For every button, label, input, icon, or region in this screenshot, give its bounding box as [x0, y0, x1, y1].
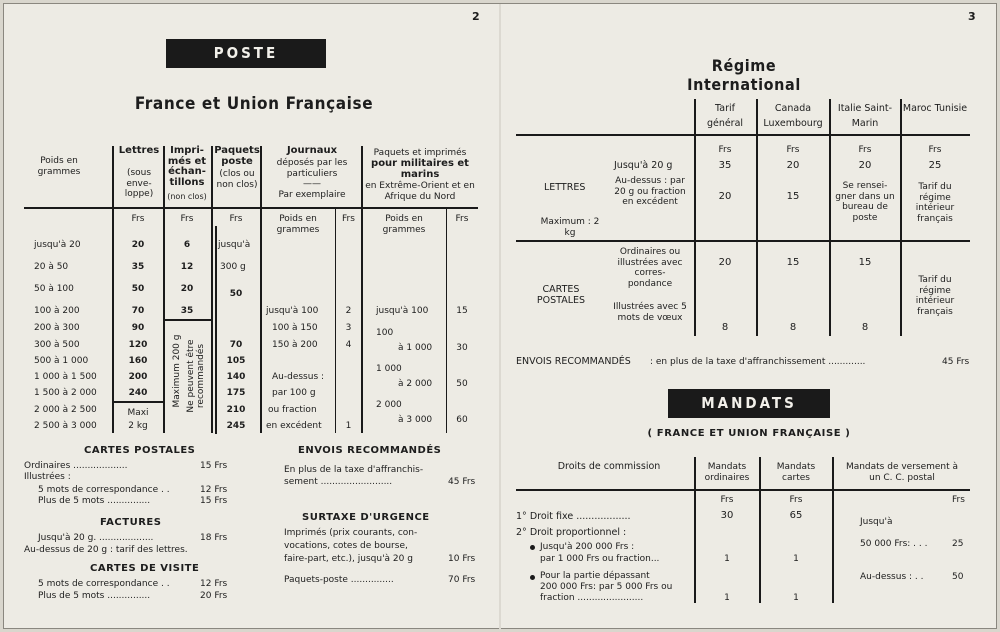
- factures-l1-val: 18 Frs: [200, 533, 228, 543]
- weight-row: 300 à 500: [34, 340, 80, 350]
- intl-unit: Frs: [928, 145, 942, 155]
- header-journaux-dash: ——: [303, 179, 321, 189]
- rule-lettres-break: [113, 401, 163, 403]
- intl-unit: Frs: [858, 145, 872, 155]
- paquets-value: 245: [226, 421, 246, 431]
- intl-cartes-illustrees: Illustrées avec 5 mots de vœux: [613, 302, 687, 323]
- cv-l2: Plus de 5 mots ...............: [38, 591, 151, 601]
- unit-lettres: Frs: [131, 214, 145, 224]
- weight-row: 50 à 100: [34, 284, 74, 294]
- journaux-weight: ou fraction: [268, 405, 317, 415]
- intl-lettres-label: LETTRES: [544, 182, 586, 193]
- er-text1: En plus de la taxe d'affranchis-: [284, 465, 424, 475]
- lettres-max-value: 2 kg: [128, 421, 148, 431]
- header-paquets-sub: (clos ou non clos): [216, 169, 258, 190]
- mandats-subtitle: ( FRANCE ET UNION FRANÇAISE ): [647, 428, 851, 439]
- cp-five-val: 12 Frs: [200, 485, 228, 495]
- weight-row: 200 à 300: [34, 323, 80, 333]
- bullet-icon: [530, 545, 535, 550]
- weight-row: 2 000 à 2 500: [34, 405, 97, 415]
- intl-cartes-val: 15: [786, 257, 800, 268]
- intl-lettres-val: 20: [786, 160, 800, 171]
- journaux-frs: 2: [345, 306, 352, 316]
- page-number-left: 2: [472, 10, 480, 23]
- header-lettres: Lettres: [118, 145, 160, 156]
- mandats-cc-jusqua: Jusqu'à: [860, 517, 893, 527]
- mandats-cc-audessus-val: 50: [952, 572, 964, 582]
- intl-unit: Frs: [718, 145, 732, 155]
- paquets-value: 140: [226, 372, 246, 382]
- mandats-rule-v2: [759, 457, 761, 603]
- intl-cartes-val: 15: [858, 257, 872, 268]
- militaires-frs: 15: [456, 306, 468, 316]
- journaux-frs: 1: [345, 421, 352, 431]
- lettres-value: 200: [128, 372, 148, 382]
- intl-maroc-note: Tarif du régime intérieur français: [915, 182, 955, 224]
- journaux-weight: Au-dessus :: [272, 372, 325, 382]
- cv-l1: 5 mots de correspondance . .: [38, 579, 170, 589]
- unit-imprimes: Frs: [180, 214, 194, 224]
- mandats-droit-fixe-val: 65: [789, 510, 803, 521]
- lettres-value: 240: [128, 388, 148, 398]
- imprimes-max-note: Maximum 200 g: [172, 334, 182, 408]
- intl-lettres-max: Maximum : 2 kg: [540, 217, 600, 238]
- mandats-prop2b: 200 000 Frs: par 5 000 Frs ou: [540, 582, 673, 592]
- militaires-weight: à 3 000: [398, 415, 433, 425]
- surtaxe-l2: vocations, cotes de bourse,: [284, 541, 408, 551]
- intl-cartes-ordinaires: Ordinaires ou illustrées avec corres- pondance: [617, 247, 683, 289]
- militaires-weight: 2 000: [376, 400, 402, 410]
- journaux-weight: 150 à 200: [272, 340, 318, 350]
- imprimes-recommandes-note: Ne peuvent être recommandés: [186, 339, 206, 413]
- cp-more-words: Plus de 5 mots ...............: [38, 496, 151, 506]
- journaux-weight: par 100 g: [272, 388, 316, 398]
- imprimes-value: 12: [180, 262, 194, 272]
- cartes-postales-title: CARTES POSTALES: [84, 445, 196, 456]
- paquets-value: 105: [226, 356, 246, 366]
- lettres-value: 50: [131, 284, 145, 294]
- cp-five-words: 5 mots de correspondance . .: [38, 485, 170, 495]
- header-journaux-exemplaire: Par exemplaire: [278, 190, 346, 200]
- rule-paquets-inner: [215, 226, 217, 434]
- mandats-header: Mandats cartes: [776, 462, 816, 483]
- page-fold: [499, 4, 501, 630]
- header-journaux: Journaux: [286, 145, 338, 156]
- journaux-frs: 3: [345, 323, 352, 333]
- intl-cartes-val2: 8: [861, 322, 869, 333]
- rule-imprimes-break: [163, 319, 213, 321]
- militaires-frs: 50: [456, 379, 468, 389]
- intl-cartes-label: CARTES POSTALES: [536, 284, 586, 306]
- intl-header: Italie Saint-Marin: [837, 103, 893, 129]
- lettres-value: 160: [128, 356, 148, 366]
- intl-recommandes-label: ENVOIS RECOMMANDÉS: [516, 356, 631, 367]
- mandats-prop1: Jusqu'à 200 000 Frs :: [540, 542, 635, 552]
- intl-unit: Frs: [786, 145, 800, 155]
- mandats-unit: Frs: [720, 495, 734, 505]
- mandats-droit-prop: 2° Droit proportionnel :: [516, 527, 627, 538]
- intl-lettres-val2: 15: [786, 191, 800, 202]
- page-title-international: Régime International: [687, 56, 801, 94]
- militaires-weight: 1 000: [376, 364, 402, 374]
- journaux-weight: en excédent: [266, 421, 322, 431]
- intl-header: Maroc Tunisie: [902, 103, 968, 114]
- paquets-label: jusqu'à: [218, 240, 251, 250]
- header-poids: Poids en grammes: [37, 156, 81, 177]
- intl-header: Canada Luxembourg: [763, 103, 823, 129]
- surtaxe-l3-val: 10 Frs: [448, 554, 476, 564]
- header-imprimes-sub: (non clos): [167, 192, 207, 201]
- mandats-droit-fixe-val: 30: [720, 510, 734, 521]
- paquets-value: 210: [226, 405, 246, 415]
- header-paquets: Paquets poste: [214, 145, 260, 167]
- mandats-rule-v3: [832, 457, 834, 603]
- journaux-weight: 100 à 150: [272, 323, 318, 333]
- unit-militaires-frs: Frs: [455, 214, 469, 224]
- lettres-value: 20: [131, 240, 145, 250]
- rule-v4: [260, 146, 262, 433]
- header-lettres-sub: (sous enve- loppe): [124, 168, 154, 199]
- mandats-cc-50000-val: 25: [952, 539, 964, 549]
- mandats-header: Droits de commission: [557, 461, 661, 472]
- factures-l1: Jusqu'à 20 g. ...................: [38, 533, 154, 543]
- journaux-frs: 4: [345, 340, 352, 350]
- lettres-value: 120: [128, 340, 148, 350]
- mandats-rule-v1: [694, 457, 696, 603]
- weight-row: 1 000 à 1 500: [34, 372, 97, 382]
- mandats-droit-fixe: 1° Droit fixe ..................: [516, 511, 631, 522]
- header-militaires-l2: pour militaires et marins: [371, 158, 469, 180]
- surtaxe-l1: Imprimés (prix courants, con-: [284, 528, 418, 538]
- header-militaires-l1: Paquets et imprimés: [373, 148, 467, 158]
- militaires-weight: jusqu'à 100: [376, 306, 429, 316]
- weight-row: 20 à 50: [34, 262, 69, 272]
- militaires-weight: 100: [376, 328, 394, 338]
- factures-title: FACTURES: [100, 517, 162, 528]
- intl-lettres-jusqua: Jusqu'à 20 g: [614, 160, 673, 171]
- rule-v5: [335, 209, 336, 433]
- surtaxe-l4-val: 70 Frs: [448, 575, 476, 585]
- er-text2: sement .........................: [284, 477, 393, 487]
- intl-header: Tarif général: [706, 103, 744, 129]
- mandats-prop1-val: 1: [724, 554, 730, 564]
- surtaxe-title: SURTAXE D'URGENCE: [302, 512, 430, 523]
- mandats-header: Mandats de versement à un C. C. postal: [845, 462, 959, 483]
- mandats-rule-header: [516, 489, 970, 491]
- page-number-right: 3: [968, 10, 976, 23]
- intl-rule-header: [516, 134, 970, 136]
- cp-more-val: 15 Frs: [200, 496, 228, 506]
- intl-lettres-val: 35: [718, 160, 732, 171]
- paquets-value: 70: [229, 340, 243, 350]
- cp-ordinaires: Ordinaires ...................: [24, 461, 128, 471]
- paquets-value: 175: [226, 388, 246, 398]
- rule-v6: [361, 146, 363, 433]
- intl-lettres-val: 20: [858, 160, 872, 171]
- mandats-prop2c: fraction .......................: [540, 593, 644, 603]
- header-journaux-sub: déposés par les particuliers: [276, 158, 348, 179]
- militaires-weight: à 2 000: [398, 379, 433, 389]
- unit-paquets: Frs: [229, 214, 243, 224]
- weight-row: 1 500 à 2 000: [34, 388, 97, 398]
- surtaxe-l3: faire-part, etc.), jusqu'à 20 g: [284, 554, 413, 564]
- cv-l1-val: 12 Frs: [200, 579, 228, 589]
- mandats-banner: MANDATS: [668, 389, 830, 418]
- poste-banner: POSTE: [166, 39, 326, 68]
- surtaxe-l4: Paquets-poste ...............: [284, 575, 394, 585]
- unit-journaux-poids: Poids en grammes: [276, 214, 320, 235]
- rule-v3: [211, 146, 213, 433]
- weight-row: 100 à 200: [34, 306, 80, 316]
- booklet-spread: [3, 3, 997, 629]
- militaires-frs: 30: [456, 343, 468, 353]
- mandats-unit: Frs: [952, 495, 965, 505]
- table-top-rule: [24, 207, 478, 209]
- intl-cartes-val2: 8: [789, 322, 797, 333]
- header-imprimes: Impri- més et échan- tillons: [167, 145, 207, 188]
- intl-lettres-val: 25: [928, 160, 942, 171]
- paquets-value: 50: [229, 289, 243, 299]
- imprimes-value: 20: [180, 284, 194, 294]
- intl-lettres-audessus: Au-dessus : par 20 g ou fraction en excédent: [614, 176, 686, 207]
- militaires-frs: 60: [456, 415, 468, 425]
- cp-illustrees: Illustrées :: [24, 472, 71, 482]
- militaires-weight: à 1 000: [398, 343, 433, 353]
- weight-row: jusqu'à 20: [34, 240, 81, 250]
- bullet-icon: [530, 575, 535, 580]
- weight-row: 500 à 1 000: [34, 356, 89, 366]
- lettres-value: 35: [131, 262, 145, 272]
- intl-recommandes-val: 45 Frs: [942, 357, 970, 367]
- unit-militaires-poids: Poids en grammes: [382, 214, 426, 235]
- factures-l2: Au-dessus de 20 g : tarif des lettres.: [24, 545, 188, 555]
- weight-row: 2 500 à 3 000: [34, 421, 97, 431]
- right-page: [504, 4, 998, 630]
- mandats-unit: Frs: [789, 495, 803, 505]
- er-val: 45 Frs: [448, 477, 476, 487]
- mandats-prop1-val: 1: [793, 554, 799, 564]
- lettres-value: 70: [131, 306, 145, 316]
- mandats-cc-50000: 50 000 Frs: . . .: [860, 539, 928, 549]
- intl-lettres-val2: 20: [718, 191, 732, 202]
- mandats-header: Mandats ordinaires: [704, 462, 750, 483]
- cartes-visite-title: CARTES DE VISITE: [90, 563, 200, 574]
- header-militaires-l3: en Extrême-Orient et en Afrique du Nord: [365, 181, 475, 202]
- mandats-prop1b: par 1 000 Frs ou fraction...: [540, 554, 660, 564]
- cp-ordinaires-val: 15 Frs: [200, 461, 228, 471]
- lettres-maxi: Maxi: [127, 408, 149, 418]
- rule-v7: [446, 209, 447, 433]
- intl-rule-middle: [516, 240, 970, 242]
- mandats-prop2-val: 1: [793, 593, 799, 603]
- imprimes-value: 35: [180, 306, 194, 316]
- imprimes-value: 6: [183, 240, 191, 250]
- mandats-cc-audessus: Au-dessus : . .: [860, 572, 924, 582]
- left-page: [4, 4, 496, 630]
- intl-italie-note: Se rensei- gner dans un bureau de poste: [835, 181, 895, 223]
- unit-journaux-frs: Frs: [342, 214, 355, 224]
- envois-recommandes-title: ENVOIS RECOMMANDÉS: [298, 445, 442, 456]
- paquets-label: 300 g: [220, 262, 246, 272]
- journaux-weight: jusqu'à 100: [266, 306, 319, 316]
- cv-l2-val: 20 Frs: [200, 591, 228, 601]
- intl-cartes-maroc: Tarif du régime intérieur français: [915, 275, 955, 317]
- lettres-value: 90: [131, 323, 145, 333]
- intl-recommandes-text: : en plus de la taxe d'affranchissement .............: [650, 357, 866, 367]
- intl-cartes-val2: 8: [721, 322, 729, 333]
- mandats-prop2: Pour la partie dépassant: [540, 571, 650, 581]
- mandats-prop2-val: 1: [724, 593, 730, 603]
- intl-cartes-val: 20: [718, 257, 732, 268]
- page-title-france: France et Union Française: [134, 94, 374, 114]
